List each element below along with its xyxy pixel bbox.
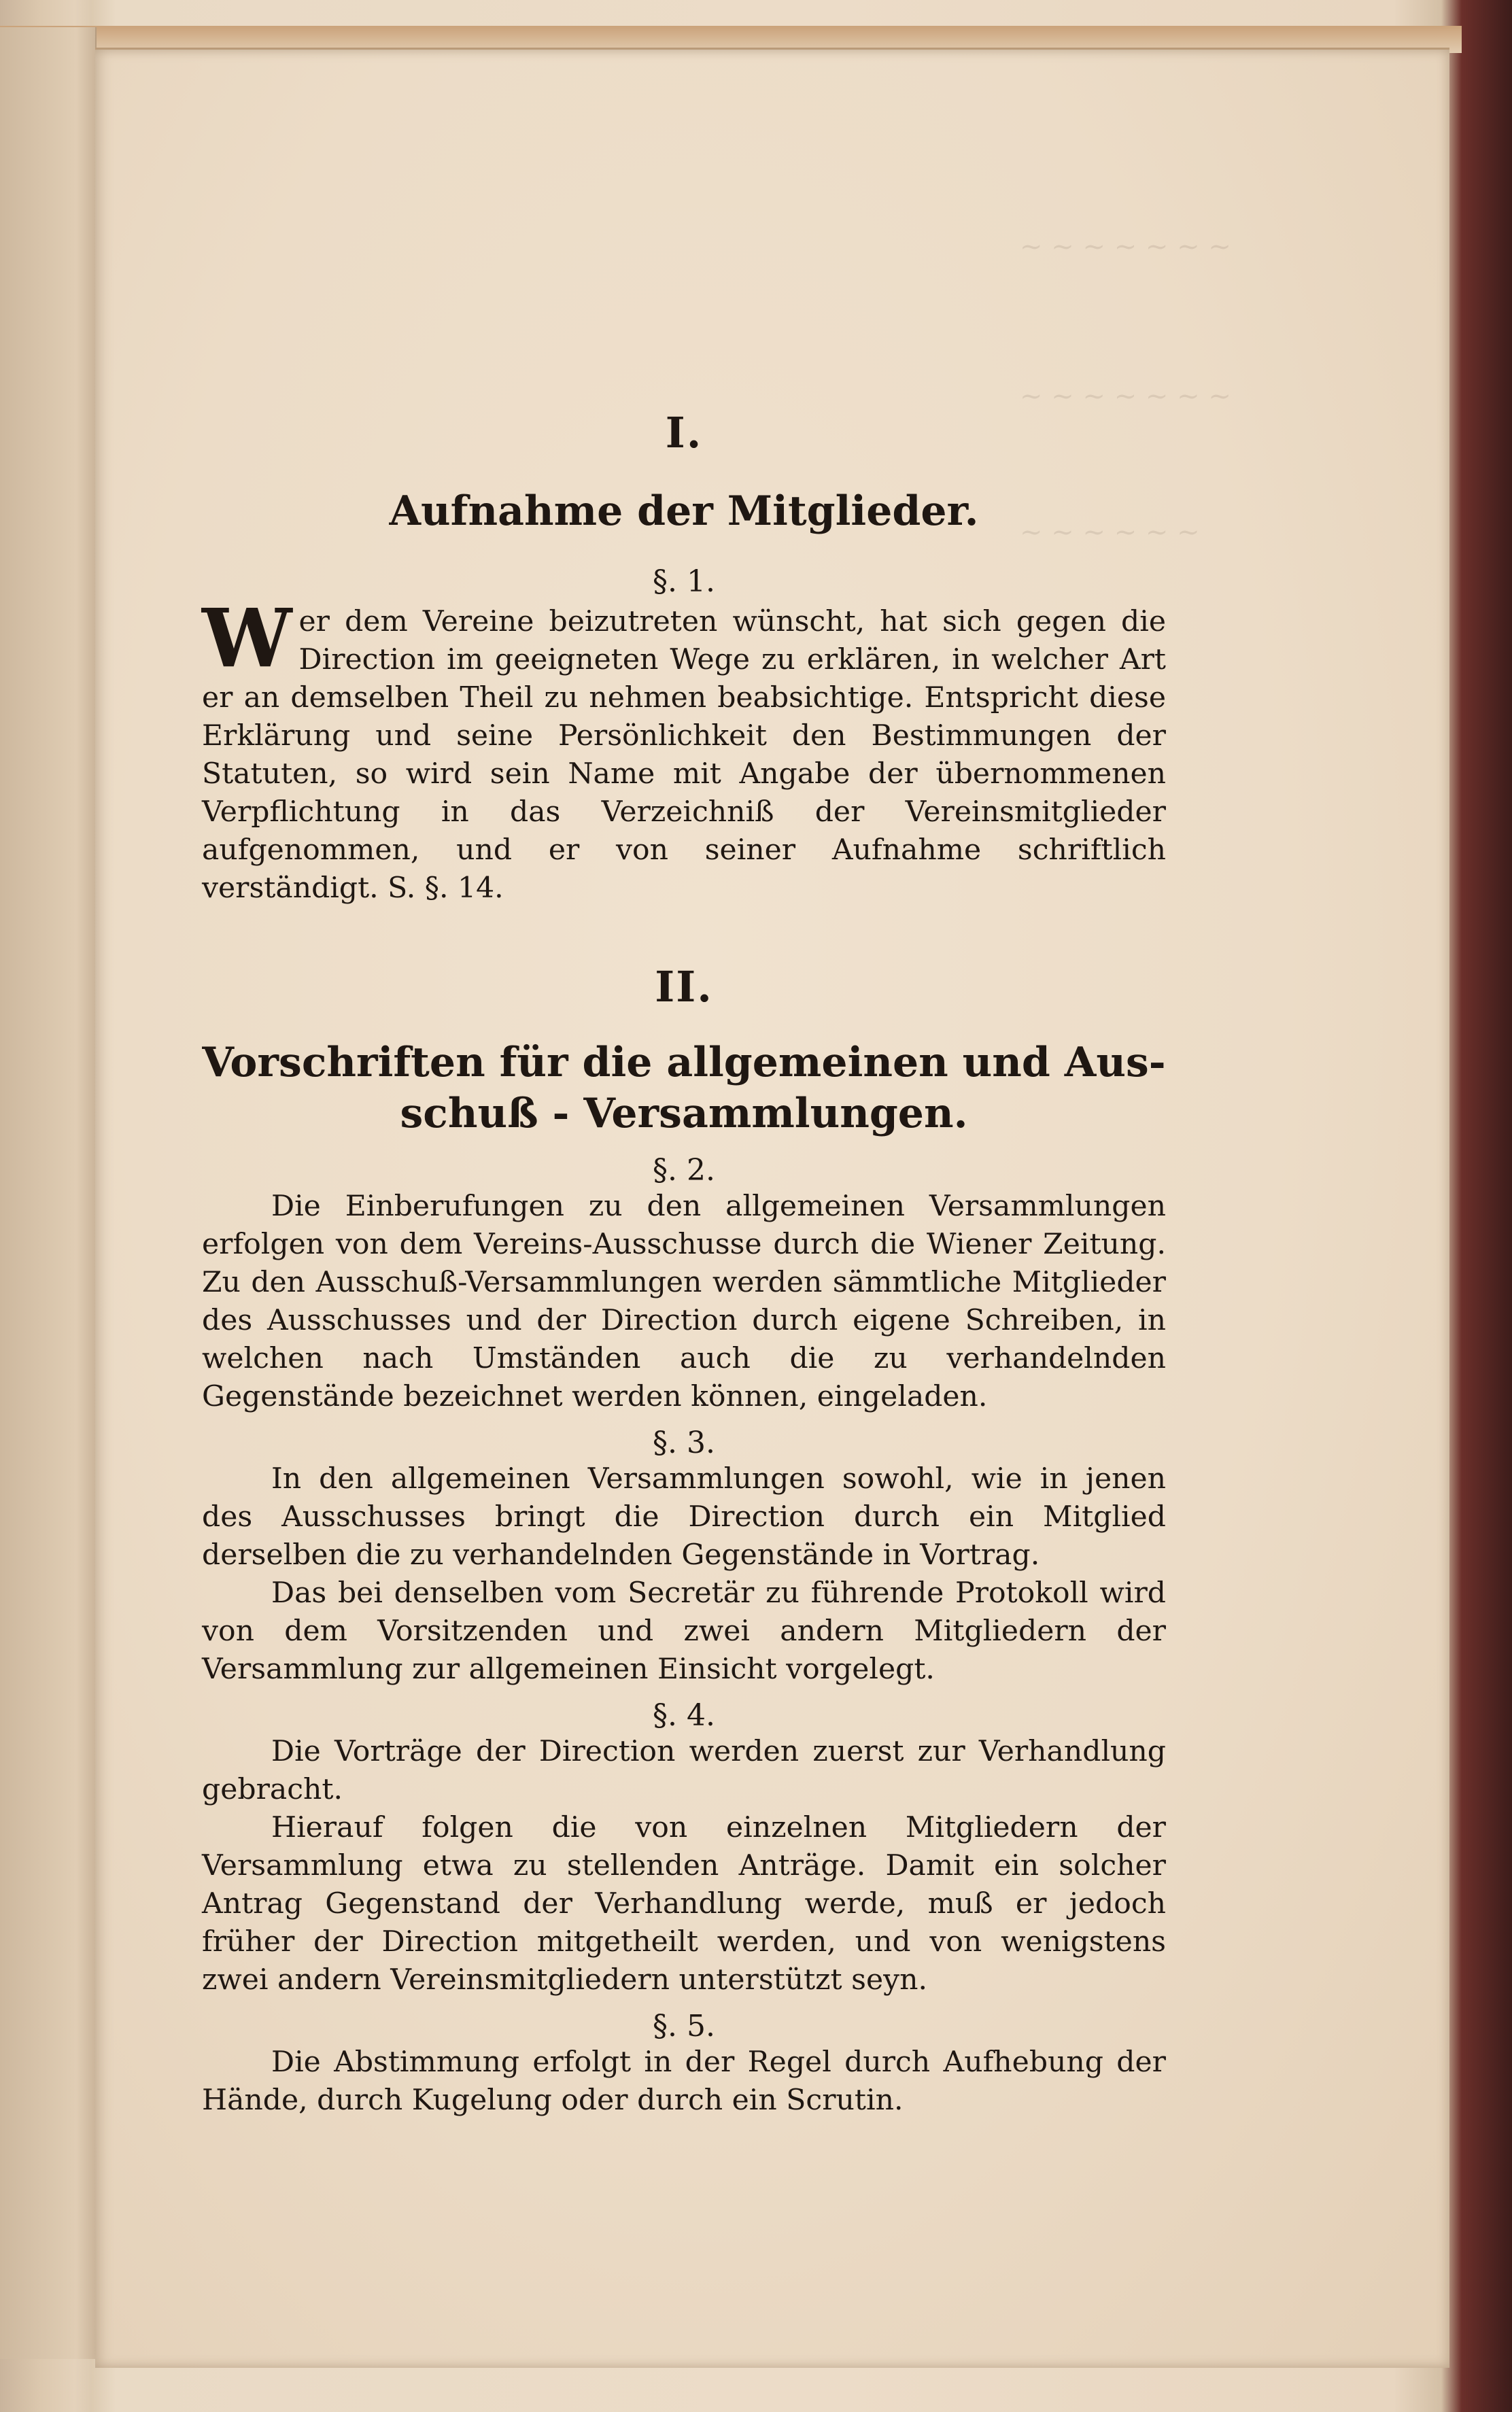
paragraph-1-text [202, 591, 1166, 908]
show-through: ~ ~ ~ ~ ~ ~ ~ [1020, 231, 1231, 262]
paragraph-4-text-a: Die Vorträge der Direction werden zuerst zur Verhandlung gebracht. [202, 1735, 1166, 1806]
section-2 [202, 962, 1166, 2120]
dropcap-letter: W [202, 591, 292, 685]
show-through: ~ ~ ~ ~ ~ ~ [1020, 517, 1200, 548]
paragraph-3-text-a: In den allgemeinen Versammlungen sowohl, wie in jenen des Ausschusses bringt die Direction durch ein Mitglied derselben die zu verhandelnden Gegenstände in Vortrag. [202, 1462, 1166, 1572]
paragraph-5-sign: §. 5. [653, 2009, 715, 2044]
paragraph-4-text-b: Hierauf folgen die von einzelnen Mitgliedern der Versammlung etwa zu stellenden Anträge. Damit ein solcher Antrag Gegenstand der Verhandlung werde, muß er jedoch früher der Direction mitgetheilt werden, und von wenigstens zwei andern Vereinsmitgliedern unterstützt seyn. [202, 1811, 1166, 1997]
section-1-numeral: I. [665, 408, 703, 458]
section-2-heading-line-1: Vorschriften für die allgemeinen und Aus- [202, 1039, 1166, 1086]
paragraph-4-sign: §. 4. [653, 1698, 715, 1733]
section-1 [202, 408, 1166, 908]
paragraph-3-sign: §. 3. [653, 1426, 715, 1460]
section-1-heading: Aufnahme der Mitglieder. [389, 487, 979, 535]
paragraph-2-sign: §. 2. [653, 1153, 715, 1188]
paragraph-3-text-b: Das bei denselben vom Secretär zu führende Protokoll wird von dem Vorsitzenden und zwei andern Mitgliedern der Versammlung zur allgemeinen Einsicht vorgelegt. [202, 1577, 1166, 1686]
previous-page-edge [0, 27, 97, 2359]
paragraph-1-body: er dem Vereine beizutreten wünscht, hat sich gegen die Direction im geeigneten Wege zu erklären, in welcher Art er an demselben Theil zu nehmen beabsichtige. Entspricht diese Erklärung und seine Persönlichkeit den Bestimmungen der Statuten, so wird sein Name mit Angabe der übernommenen Verpflichtung in das Verzeichniß der Vereinsmitglieder aufgenommen, und er von seiner Aufnahme schriftlich verständigt. S. §. 14. [202, 605, 1166, 905]
section-2-heading-line-2: schuß - Versammlungen. [400, 1090, 968, 1137]
section-2-numeral: II. [655, 962, 713, 1012]
paragraph-5-text: Die Abstimmung erfolgt in der Regel durch Aufhebung der Hände, durch Kugelung oder durch ein Scrutin. [202, 2046, 1166, 2117]
paragraph-1-sign: §. 1. [653, 564, 715, 599]
show-through: ~ ~ ~ ~ ~ ~ ~ [1020, 381, 1231, 412]
paragraph-2-text: Die Einberufungen zu den allgemeinen Versammlungen erfolgen von dem Vereins-Ausschusse durch die Wiener Zeitung. Zu den Ausschuß-Versammlungen werden sämmtliche Mitglieder des Ausschusses und der Direction durch eigene Schreiben, in welchen nach Umständen auch die zu verhandelnden Gegenstände bezeichnet werden können, eingeladen. [202, 1190, 1166, 1413]
